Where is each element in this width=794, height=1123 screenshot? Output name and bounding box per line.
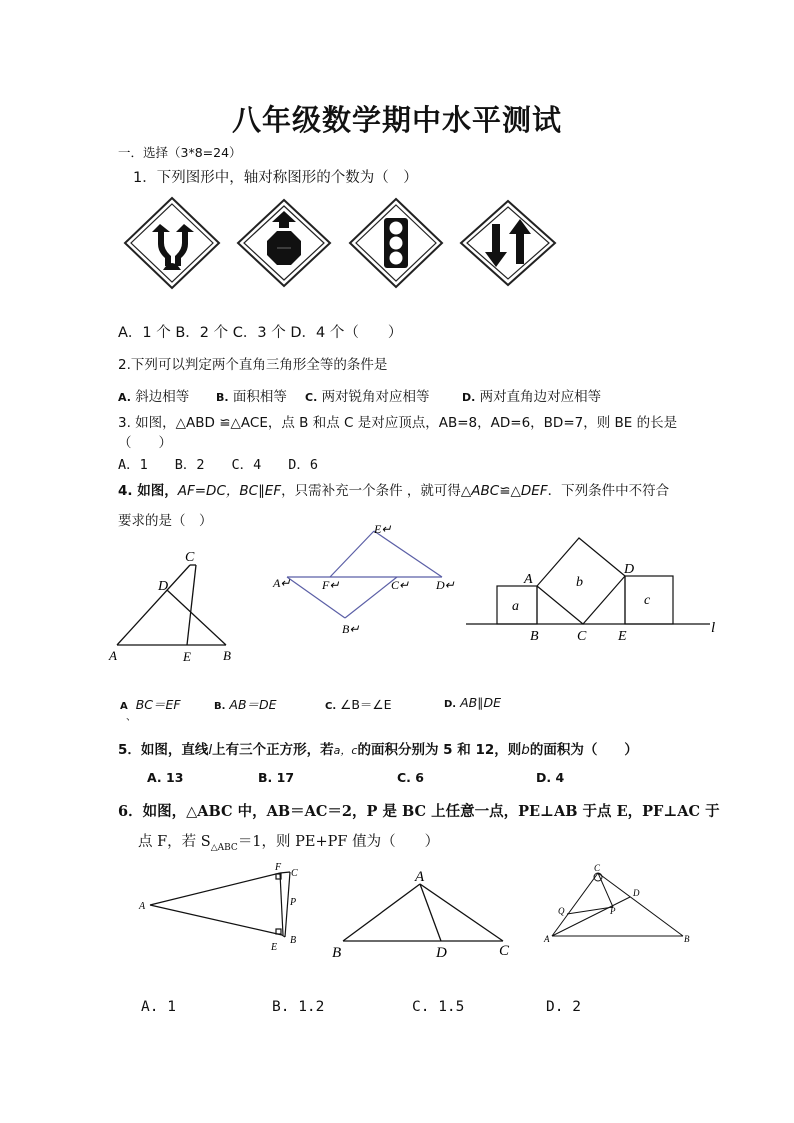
q5-label-l: l bbox=[711, 620, 716, 636]
q4-f2-label-a: A↵ bbox=[273, 576, 291, 590]
q4-f2-label-d: D↵ bbox=[436, 578, 455, 592]
q5-label-d-point: D bbox=[624, 562, 635, 577]
q4-stem-line2: 要求的是（ ） bbox=[118, 513, 213, 529]
q4-f1-label-c: C bbox=[185, 550, 195, 565]
q5-label-c-point: C bbox=[577, 629, 587, 644]
q4-option-b: B. AB＝DE bbox=[214, 697, 277, 712]
q3-paren: （ ） bbox=[118, 435, 172, 451]
q5-label-c-area: c bbox=[644, 593, 651, 608]
q5-label-a-area: a bbox=[512, 599, 519, 614]
q5-label-a-point: A bbox=[524, 572, 533, 587]
q6-f2-label-d: D bbox=[436, 945, 447, 961]
q4-f2-label-c: C↵ bbox=[391, 578, 410, 592]
q4-f2-label-e: E↵ bbox=[374, 522, 392, 536]
q1-stem: 1．下列图形中，轴对称图形的个数为（ ） bbox=[133, 170, 418, 186]
q5-stem: 5．如图，直线l上有三个正方形，若a，c的面积分别为 5 和 12，则b的面积为（ ） bbox=[118, 742, 638, 758]
q5-label-b-area: b bbox=[576, 575, 583, 590]
q2-option-c: C. 两对锐角对应相等 bbox=[305, 389, 430, 405]
q5-label-e-point: E bbox=[618, 629, 627, 644]
q5-label-b-point: B bbox=[530, 629, 539, 644]
page-title: 八年级数学期中水平测试 bbox=[231, 103, 562, 137]
q6-f3-label-p: P bbox=[610, 906, 616, 916]
q5-option-d: D. 4 bbox=[536, 770, 565, 785]
q6-option-d: D. 2 bbox=[546, 999, 581, 1015]
q6-f1-label-p: P bbox=[290, 897, 297, 908]
q1-options: A．1 个 B．2 个 C．3 个 D．4 个（ ） bbox=[118, 325, 403, 341]
q2-option-d: D. 两对直角边对应相等 bbox=[462, 389, 602, 405]
q5-option-b: B. 17 bbox=[258, 770, 295, 785]
q3-options: A．1 B．2 C．4 D．6 bbox=[118, 457, 319, 473]
q4-f2-label-f: F↵ bbox=[322, 578, 340, 592]
q6-f3-label-c: C bbox=[594, 863, 601, 873]
q6-f2-label-a: A bbox=[415, 869, 425, 885]
q6-stem-line1: 6．如图，△ABC 中，AB＝AC＝2，P 是 BC 上任意一点，PE⊥AB 于点 E，PF⊥AC 于 bbox=[118, 803, 720, 820]
q2-option-b: B. 面积相等 bbox=[216, 389, 287, 405]
q6-f3-label-a: A bbox=[544, 934, 550, 944]
q4-stem: 4. 如图，AF=DC，BC∥EF，只需补充一个条件 ，就可得△ABC≌△DEF．下列条件中不符合 bbox=[118, 483, 670, 499]
section-heading: 一．选择（3*8=24） bbox=[118, 145, 242, 160]
q4-option-a: A BC＝EF bbox=[120, 697, 181, 712]
q4-f1-label-d: D bbox=[158, 579, 169, 594]
q6-f1-label-e: E bbox=[271, 942, 278, 953]
q4-f1-label-e: E bbox=[183, 649, 191, 664]
stray-mark: 、 bbox=[126, 712, 136, 723]
q2-option-a: A. 斜边相等 bbox=[118, 389, 190, 405]
q6-option-c: C. 1.5 bbox=[412, 999, 465, 1015]
q4-option-d: D. AB∥DE bbox=[444, 695, 501, 710]
q6-f3-label-q: Q bbox=[558, 906, 565, 916]
q6-f3-label-d: D bbox=[633, 888, 640, 898]
q6-option-b: B. 1.2 bbox=[272, 999, 325, 1015]
q4-option-c: C. ∠B＝∠E bbox=[325, 697, 392, 712]
q4-f2-label-b: B↵ bbox=[342, 622, 360, 636]
q6-f1-label-b: B bbox=[290, 935, 297, 946]
q4-f1-label-b: B bbox=[223, 648, 231, 663]
q6-f2-label-b: B bbox=[332, 945, 342, 961]
q6-f1-label-f: F bbox=[275, 862, 282, 873]
q2-stem: 2.下列可以判定两个直角三角形全等的条件是 bbox=[118, 357, 388, 373]
q6-option-a: A. 1 bbox=[141, 999, 176, 1015]
q6-f2-label-c: C bbox=[499, 943, 510, 959]
q6-f3-label-b: B bbox=[684, 934, 690, 944]
q4-f1-label-a: A bbox=[109, 648, 117, 663]
q5-option-a: A. 13 bbox=[147, 770, 184, 785]
q3-stem: 3. 如图，△ABD ≌△ACE，点 B 和点 C 是对应顶点，AB=8，AD=6，BD=7，则 BE 的长是 bbox=[118, 415, 678, 431]
q6-stem-line2: 点 F，若 $S_{\triangle ABC}=1$，则 PE+PF 值为（ ） bbox=[138, 834, 440, 853]
q5-option-c: C. 6 bbox=[397, 770, 424, 785]
q6-f1-label-a: A bbox=[139, 901, 146, 912]
q6-f1-label-c: C bbox=[291, 868, 298, 879]
